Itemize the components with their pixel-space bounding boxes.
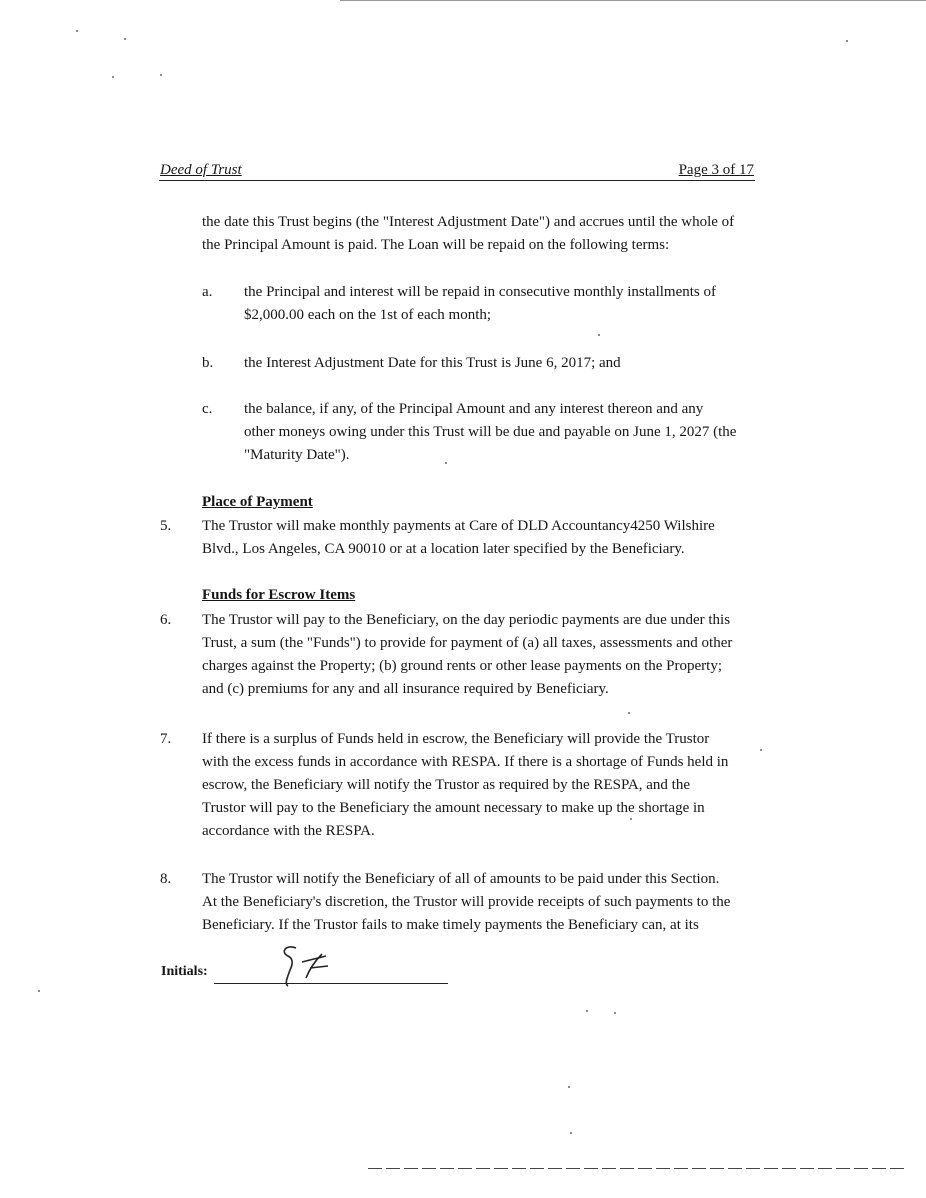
text-line: The Trustor will notify the Beneficiary of all of amounts to be paid under this Section. bbox=[202, 871, 720, 887]
text-line: and (c) premiums for any and all insurance required by Beneficiary. bbox=[202, 681, 609, 697]
text-line: the Interest Adjustment Date for this Trust is June 6, 2017; and bbox=[244, 355, 621, 371]
scan-speck bbox=[112, 76, 114, 78]
text-line: Trustor will pay to the Beneficiary the amount necessary to make up the shortage in bbox=[202, 800, 705, 816]
text-line: the date this Trust begins (the "Interest Adjustment Date") and accrues until the whole of bbox=[202, 214, 735, 230]
term-marker: b. bbox=[202, 355, 214, 371]
clause-8-text bbox=[202, 868, 762, 937]
scan-speck bbox=[76, 30, 78, 32]
term-marker: c. bbox=[202, 401, 213, 417]
page-header bbox=[159, 160, 755, 181]
text-line: Blvd., Los Angeles, CA 90010 or at a location later specified by the Beneficiary. bbox=[202, 541, 685, 557]
text-line: The Trustor will pay to the Beneficiary, on the day periodic payments are due under this bbox=[202, 612, 731, 628]
clause-number: 8. bbox=[160, 871, 172, 887]
term-c-text bbox=[244, 398, 764, 467]
text-line: If there is a surplus of Funds held in escrow, the Beneficiary will provide the Trustor bbox=[202, 731, 710, 747]
term-marker: a. bbox=[202, 284, 213, 300]
intro-paragraph bbox=[202, 211, 762, 257]
scan-speck bbox=[124, 38, 126, 40]
page-number: Page 3 of 17 bbox=[678, 162, 754, 178]
initials-signature bbox=[276, 940, 340, 990]
scan-speck bbox=[628, 712, 630, 714]
section-heading: Funds for Escrow Items bbox=[202, 587, 356, 603]
text-line: The Trustor will make monthly payments at Care of DLD Accountancy4250 Wilshire bbox=[202, 518, 715, 534]
text-line: Trust, a sum (the "Funds") to provide for payment of (a) all taxes, assessments and other bbox=[202, 635, 733, 651]
clause-number: 6. bbox=[160, 612, 172, 628]
scan-speck bbox=[598, 334, 600, 336]
scan-speck bbox=[586, 1010, 588, 1012]
clause-5-text bbox=[202, 515, 762, 561]
scan-speck bbox=[846, 40, 848, 42]
scan-speck bbox=[570, 1132, 572, 1134]
clause-7-text bbox=[202, 728, 762, 843]
scan-speck bbox=[38, 990, 40, 992]
text-line: Beneficiary. If the Trustor fails to make timely payments the Beneficiary can, at its bbox=[202, 917, 699, 933]
scan-artifact-top bbox=[340, 0, 926, 1]
document-title: Deed of Trust bbox=[160, 162, 242, 178]
text-line: the balance, if any, of the Principal Amount and any interest thereon and any bbox=[244, 401, 704, 417]
scan-artifact-bottom bbox=[368, 1168, 908, 1169]
clause-number: 7. bbox=[160, 731, 172, 747]
text-line: the Principal Amount is paid. The Loan will be repaid on the following terms: bbox=[202, 237, 670, 253]
text-line: the Principal and interest will be repaid in consecutive monthly installments of bbox=[244, 284, 716, 300]
text-line: other moneys owing under this Trust will be due and payable on June 1, 2027 (the bbox=[244, 424, 737, 440]
initials-label: Initials: bbox=[161, 964, 208, 979]
text-line: accordance with the RESPA. bbox=[202, 823, 375, 839]
scan-speck bbox=[614, 1012, 616, 1014]
text-line: At the Beneficiary's discretion, the Trustor will provide receipts of such payments to the bbox=[202, 894, 731, 910]
scan-speck bbox=[568, 1086, 570, 1088]
section-heading: Place of Payment bbox=[202, 494, 313, 510]
term-b-text bbox=[244, 352, 764, 375]
clause-6-text bbox=[202, 609, 762, 701]
term-a-text bbox=[244, 281, 764, 327]
text-line: escrow, the Beneficiary will notify the Trustor as required by the RESPA, and the bbox=[202, 777, 690, 793]
scan-speck bbox=[160, 74, 162, 76]
clause-number: 5. bbox=[160, 518, 172, 534]
text-line: with the excess funds in accordance with RESPA. If there is a shortage of Funds held in bbox=[202, 754, 729, 770]
text-line: charges against the Property; (b) ground rents or other lease payments on the Property; bbox=[202, 658, 722, 674]
text-line: $2,000.00 each on the 1st of each month; bbox=[244, 307, 492, 323]
text-line: "Maturity Date"). bbox=[244, 447, 350, 463]
